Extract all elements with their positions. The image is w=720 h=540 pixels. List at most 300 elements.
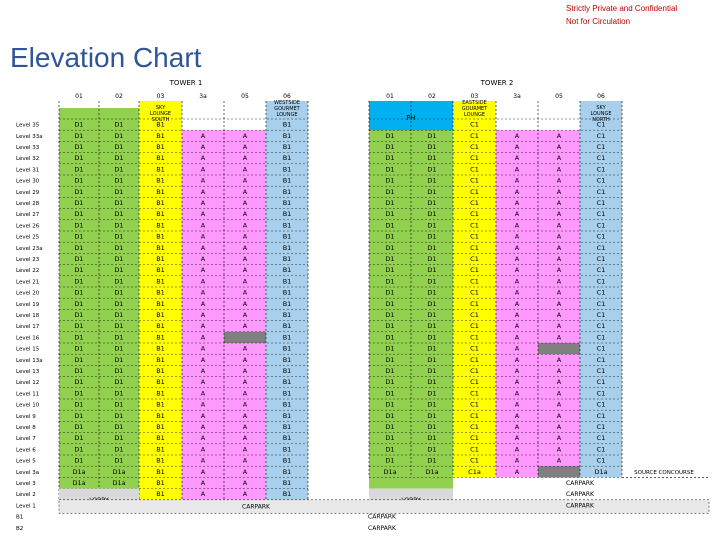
tower-2-unit-label: D1: [385, 400, 395, 409]
tower-1-unit-label: A: [242, 176, 248, 185]
tower-2-unit-label: C1: [470, 344, 479, 353]
tower-1-unit-label: D1a: [112, 467, 126, 476]
tower-1-unit-label: D1: [114, 199, 124, 207]
tower-2-unit-label: A: [514, 389, 520, 398]
tower-2-unit-label: A: [556, 389, 562, 398]
tower-1-unit-label: A: [200, 131, 206, 140]
tower-1-unit-label: D1: [74, 311, 84, 319]
tower-1-unit-label: D1: [114, 378, 124, 387]
tower-2-unit-label: A: [514, 378, 520, 387]
tower-1-unit-label: A: [242, 479, 248, 487]
tower-2-unit-label: A: [556, 255, 562, 263]
level-label: Level 3a: [16, 469, 40, 476]
tower-2-unit-label: A: [556, 445, 562, 454]
tower-2-unit-label: C1: [596, 120, 606, 129]
tower-1-unit-label: B1: [156, 322, 165, 331]
tower-2-unit-label: A: [556, 434, 562, 443]
tower-2-unit-label: C1: [596, 411, 606, 420]
confidential-line-1: Strictly Private and Confidential: [566, 4, 678, 13]
level-label: Level 1: [16, 503, 36, 510]
tower-2-unit-label: A: [556, 266, 562, 275]
tower-2-unit-label: A: [556, 143, 562, 151]
tower-2-unit-label: A: [514, 288, 520, 297]
tower-2-unit-label: D1: [427, 445, 437, 454]
tower-2-unit-label: C1: [596, 143, 606, 151]
tower-2-unit-label: C1: [470, 143, 479, 151]
tower-2-unit-label: D1: [427, 221, 437, 230]
tower-2-unit-label: C1: [470, 120, 479, 129]
ground-band: [59, 500, 709, 513]
tower-2-carpark-label: CARPARK: [566, 480, 594, 487]
tower-1-unit-label: B1: [282, 467, 292, 476]
tower-1-unit-label: A: [200, 255, 206, 263]
tower-2-unit-label: C1: [470, 176, 479, 185]
tower-1-unit-label: A: [242, 221, 248, 230]
tower-1-unit-label: B1: [282, 210, 292, 219]
tower-1-unit-label: B1: [282, 490, 292, 499]
tower-1-unit-label: B1: [156, 378, 165, 387]
level-label: Level 9: [16, 413, 36, 420]
tower-2-unit-label: C1: [470, 445, 479, 454]
tower-1-carpark-label: CARPARK: [242, 503, 270, 511]
tower-2-unit-label: D1: [385, 232, 395, 241]
tower-1-unit-label: B1: [282, 299, 292, 308]
tower-2-unit-label: D1: [427, 255, 437, 263]
tower-1-unit-label: A: [200, 232, 206, 241]
tower-2-unit-label: A: [514, 266, 520, 275]
tower-2-unit-label: A: [556, 210, 562, 219]
tower-2-unit-label: C1: [596, 221, 606, 230]
tower-2-unit-label: C1: [596, 333, 606, 342]
level-label: Level 3: [16, 481, 36, 487]
level-label: Level 33: [16, 145, 40, 151]
tower-1-unit-label: D1: [114, 154, 124, 163]
tower-2-unit-label: D1: [385, 344, 395, 353]
tower-1-unit-label: D1: [74, 232, 84, 241]
tower-2-sky-lounge-label: SKY LOUNGE NORTH: [590, 105, 612, 123]
tower-2-unit-label: A: [514, 400, 520, 409]
tower-1-unit-label: A: [242, 434, 248, 443]
tower-2-unit-label: A: [514, 176, 520, 185]
tower-2-unit-label: A: [556, 232, 562, 241]
level-label: Level 2: [16, 492, 36, 499]
tower-1-unit-label: B1: [156, 411, 165, 420]
tower-1-unit-label: A: [242, 355, 248, 364]
tower-1-unit-label: A: [242, 199, 248, 207]
tower-2-unit-label: D1: [385, 165, 395, 174]
tower-2-unit-label: A: [556, 199, 562, 207]
tower-2-unit-label: C1: [596, 266, 606, 275]
tower-2-col-header: 01: [386, 93, 394, 100]
tower-2-unit-label: A: [556, 423, 562, 431]
tower-2-unit-label: A: [556, 299, 562, 308]
tower-1-unit-label: B1: [282, 277, 292, 286]
level-label: Level 32: [16, 156, 40, 163]
tower-1-unit-label: A: [242, 490, 248, 499]
tower-1-unit-label: A: [242, 255, 248, 263]
tower-2-col-header: 03: [470, 93, 479, 100]
tower-1-unit-label: B1: [282, 199, 292, 207]
tower-1-unit-label: A: [200, 479, 206, 487]
tower-1-unit-label: B1: [156, 479, 165, 487]
tower-2-unit-label: C1: [470, 187, 479, 196]
tower-2-unit-label: A: [556, 277, 562, 286]
tower-1-unit-label: B1: [282, 165, 292, 174]
tower-1-sky-lounge-label: SKY LOUNGE SOUTH: [150, 105, 171, 123]
tower-1-unit-label: A: [242, 311, 248, 319]
tower-2-unit-label: C1: [596, 311, 606, 319]
tower-1-unit-label: B1: [282, 456, 292, 465]
tower-1-unit-label: A: [242, 243, 248, 252]
tower-1-unit-label: B1: [156, 176, 165, 185]
level-label: Level 15: [16, 346, 40, 353]
tower-2-unit-label: D1: [385, 445, 395, 454]
tower-2-unit-label: C1: [596, 210, 606, 219]
tower-2-unit-label: C1: [596, 456, 606, 465]
tower-2-unit-label: D1: [385, 199, 395, 207]
tower-2-unit-label: A: [556, 131, 562, 140]
tower-2-unit-label: A: [514, 243, 520, 252]
tower-1-unit-label: A: [242, 266, 248, 275]
tower-1-unit-label: D1: [74, 210, 84, 219]
tower-1-unit-label: D1: [114, 176, 124, 185]
tower-2-unit-label: C1: [470, 367, 479, 375]
tower-2-unit-label: A: [514, 355, 520, 364]
level-label: B2: [16, 525, 24, 532]
tower-1-unit-label: D1: [74, 143, 84, 151]
tower-1-unit-label: D1: [114, 288, 124, 297]
tower-2-unit-label: A: [556, 400, 562, 409]
tower-1-unit-label: A: [242, 210, 248, 219]
level-label: Level 23a: [16, 245, 43, 252]
level-label: Level 25: [16, 234, 40, 241]
tower-1-unit-label: A: [200, 210, 206, 219]
tower-1-unit-label: B1: [282, 322, 292, 331]
tower-1-unit-label: D1: [114, 255, 124, 263]
tower-2-unit-label: A: [556, 221, 562, 230]
tower-2-unit-label: A: [514, 367, 520, 375]
tower-1-unit-label: D1: [74, 299, 84, 308]
tower-1-unit-label: D1: [74, 400, 84, 409]
tower-1-unit-label: D1: [74, 445, 84, 454]
tower-2-unit-label: C1: [470, 355, 479, 364]
tower-2-unit-label: A: [556, 165, 562, 174]
tower-1-unit-label: A: [200, 266, 206, 275]
tower-2-unit-label: A: [514, 154, 520, 163]
level-label: Level 26: [16, 223, 40, 230]
tower-2-unit-label: C1: [596, 288, 606, 297]
tower-2-unit-label: C1: [596, 445, 606, 454]
tower-1-unit-label: A: [242, 299, 248, 308]
tower-1-unit-label: D1: [74, 266, 84, 275]
tower-2-unit-label: C1: [470, 255, 479, 263]
tower-1-unit-label: A: [200, 389, 206, 398]
tower-2-unit-label: D1: [427, 210, 437, 219]
tower-1-unit-label: B1: [156, 344, 165, 353]
level-label: Level 7: [16, 436, 36, 443]
tower-2-unit-label: D1: [385, 423, 395, 431]
tower-1-unit-label: D1: [74, 434, 84, 443]
tower-1-col-header: 06: [283, 93, 291, 100]
tower-2-unit-label: D1: [427, 143, 437, 151]
tower-2-col-header: 05: [555, 93, 563, 100]
tower-1-unit-label: D1: [74, 165, 84, 174]
tower-2-unit-label: D1: [427, 288, 437, 297]
tower-1-unit-label: A: [200, 333, 206, 342]
tower-2-unit-label: C1: [596, 378, 606, 387]
tower-2-unit-label: C1: [596, 423, 606, 431]
tower-1-unit-label: D1: [74, 221, 84, 230]
tower-2-unit-label: C1: [596, 154, 606, 163]
level-label: Level 31: [16, 167, 40, 174]
tower-1-unit-label: B1: [282, 243, 292, 252]
tower-2-unit-label: A: [514, 187, 520, 196]
tower-2-unit-label: D1: [427, 389, 437, 398]
tower-1-unit-label: B1: [282, 154, 292, 163]
tower-2-unit-label: D1: [385, 176, 395, 185]
tower-2-unit-label: C1: [470, 277, 479, 286]
tower-1-unit-label: D1: [114, 221, 124, 230]
tower-1-unit-label: D1: [114, 423, 124, 431]
tower-1-unit-label: A: [242, 467, 248, 476]
tower-1-unit-label: A: [242, 277, 248, 286]
tower-1-unit-label: D1: [74, 355, 84, 364]
tower-2-unit-label: A: [556, 243, 562, 252]
tower-1-unit-label: D1: [74, 154, 84, 163]
tower-2-unit-label: C1: [596, 232, 606, 241]
tower-2-unit-label: D1: [427, 131, 437, 140]
tower-2-unit-label: C1: [596, 367, 606, 375]
level-label: Level 23: [16, 257, 40, 263]
page-title: Elevation Chart: [10, 42, 202, 73]
tower-2-unit-label: C1: [596, 165, 606, 174]
tower-1-unit-label: B1: [282, 344, 292, 353]
tower-2-eastside-lounge-label: EASTSIDE GOURMET LOUNGE: [461, 100, 488, 118]
tower-2-unit-label: D1: [427, 367, 437, 375]
level-label: Level 29: [16, 189, 40, 196]
tower-2-unit-label: D1: [385, 131, 395, 140]
tower-1-unit-label: B1: [282, 479, 292, 487]
tower-1-unit-label: B1: [282, 187, 292, 196]
tower-2-unit-label: D1: [427, 333, 437, 342]
tower-1-unit-label: D1: [114, 210, 124, 219]
tower-2-unit-label: C1: [470, 322, 479, 331]
tower-1-unit-label: D1: [114, 165, 124, 174]
tower-2-unit-label: C1: [596, 243, 606, 252]
tower-1-unit-label: A: [242, 165, 248, 174]
tower-1-unit-label: B1: [282, 378, 292, 387]
tower-2-unit-label: A: [514, 221, 520, 230]
level-label: Level 6: [16, 447, 36, 454]
tower-2-unit-label: C1a: [468, 467, 481, 476]
tower-1-unit-label: D1: [114, 232, 124, 241]
tower-2-unit-label: D1: [385, 378, 395, 387]
tower-2-unit-label: C1: [470, 243, 479, 252]
tower-2-unit-label: D1: [427, 434, 437, 443]
tower-2-col-header: 3a: [513, 93, 521, 100]
tower-2-unit-label: C1: [470, 299, 479, 308]
tower-2-unit-label: D1: [385, 266, 395, 275]
tower-1-unit-label: D1: [114, 143, 124, 151]
tower-1-unit-label: B1: [282, 232, 292, 241]
tower-1-unit-label: B1: [156, 367, 165, 375]
tower-2-unit-label: D1: [427, 322, 437, 331]
tower-1-unit-label: D1: [114, 445, 124, 454]
tower-1-unit-label: A: [242, 367, 248, 375]
tower-2-unit-label: D1: [385, 456, 395, 465]
level-label: Level 18: [16, 313, 40, 319]
tower-2-unit-label: A: [556, 411, 562, 420]
tower-1-unit-label: D1: [114, 131, 124, 140]
level-label: Level 27: [16, 212, 40, 219]
tower-1-unit-label: B1: [282, 288, 292, 297]
tower-2-unit-label: D1: [385, 299, 395, 308]
tower-2-unit-label: D1: [427, 243, 437, 252]
tower-1-unit-label: D1: [114, 389, 124, 398]
level-label: Level 8: [16, 425, 36, 431]
level-label: Level 30: [16, 178, 40, 185]
tower-1-unit-label: D1: [74, 199, 84, 207]
source-concourse-label: SOURCE CONCOURSE: [634, 469, 694, 476]
tower-1-unit-label: A: [200, 434, 206, 443]
tower-1-unit-label: A: [200, 467, 206, 476]
tower-2-unit-label: A: [556, 187, 562, 196]
tower-2-unit-label: D1: [385, 243, 395, 252]
tower-1-unit-label: B1: [156, 120, 165, 129]
tower-1-unit-label: B1: [282, 411, 292, 420]
tower-2-unit-label: D1: [427, 154, 437, 163]
tower-2-unit-label: C1: [596, 322, 606, 331]
tower-1-unit-label: A: [242, 143, 248, 151]
level-label: Level 19: [16, 301, 40, 308]
tower-1-unit-label: B1: [282, 266, 292, 275]
tower-1-unit-label: D1: [114, 243, 124, 252]
tower-1-unit-label: A: [200, 299, 206, 308]
tower-2-unit-label: C1: [470, 389, 479, 398]
tower-1-col-header: 01: [75, 93, 83, 100]
tower-2-unit-label: C1: [596, 389, 606, 398]
tower-2-unit-label: D1: [427, 344, 437, 353]
level-label: Level 28: [16, 201, 40, 207]
tower-1-unit-label: B1: [156, 288, 165, 297]
tower-1-unit-label: A: [242, 456, 248, 465]
tower-2-unit-label: A: [556, 378, 562, 387]
tower-1-unit-label: D1a: [72, 467, 86, 476]
tower-1-unit-label: B1: [156, 467, 165, 476]
tower-2-unit-label: D1: [427, 378, 437, 387]
tower-1-unit-label: A: [242, 232, 248, 241]
tower-1-unit-label: A: [242, 187, 248, 196]
tower-1-unit-label: A: [242, 131, 248, 140]
tower-1-unit-label: D1: [74, 423, 84, 431]
tower-1-unit-label: B1: [156, 456, 165, 465]
tower-1-unit-label: D1: [114, 434, 124, 443]
tower-1-unit-label: D1: [114, 120, 124, 129]
tower-2-unit-label: A: [514, 423, 520, 431]
tower-2-unit-label: C1: [470, 333, 479, 342]
tower-2-unit-label: D1: [427, 277, 437, 286]
level-label: Level 35: [16, 122, 40, 129]
tower-1-unit-label: B1: [156, 445, 165, 454]
tower-1-unit-label: B1: [282, 400, 292, 409]
tower-1-unit-label: A: [242, 154, 248, 163]
tower-2-unit-label: C1: [470, 210, 479, 219]
tower-2-unit-label: D1: [385, 367, 395, 375]
tower-1-unit-label: D1: [114, 367, 124, 375]
tower-2-unit-label: A: [556, 367, 562, 375]
tower-2-unit-label: D1: [427, 232, 437, 241]
tower-1-unit-label: A: [242, 288, 248, 297]
tower-1-unit-label: D1: [114, 277, 124, 286]
tower-1-unit-label: A: [200, 288, 206, 297]
tower-2-carpark-label: CARPARK: [566, 491, 594, 499]
tower-1-unit-label: A: [242, 445, 248, 454]
tower-1-unit-label: B1: [282, 389, 292, 398]
tower-2-unit-label: A: [514, 143, 520, 151]
tower-2-unit-label: A: [514, 232, 520, 241]
tower-2-unit-label: D1: [385, 411, 395, 420]
tower-1-unit-label: A: [242, 400, 248, 409]
tower-2-unit-label: D1: [385, 154, 395, 163]
tower-2-unit-label: D1: [385, 355, 395, 364]
confidential-line-2: Not for Circulation: [566, 17, 631, 26]
tower-2-unit-label: A: [514, 456, 520, 465]
tower-2-title: TOWER 2: [480, 79, 514, 87]
tower-1-unit-label: D1: [114, 411, 124, 420]
tower-1-unit-label: A: [200, 411, 206, 420]
tower-2-unit-label: D1: [385, 187, 395, 196]
tower-1-unit-label: B1: [156, 199, 165, 207]
tower-1-unit-label: A: [200, 176, 206, 185]
tower-1-unit-label: B1: [282, 355, 292, 364]
tower-1-unit-label: B1: [156, 232, 165, 241]
tower-2-unit-label: D1: [427, 423, 437, 431]
tower-2-unit-label: A: [514, 277, 520, 286]
tower-1-unit-label: D1: [114, 344, 124, 353]
tower-1-unit-label: D1: [74, 344, 84, 353]
tower-1-unit-label: B1: [156, 187, 165, 196]
tower-2-unit-label: C1: [470, 232, 479, 241]
tower-1-unit-label: A: [200, 367, 206, 375]
tower-2-unit-label: C1: [596, 277, 606, 286]
tower-1-unit-label: A: [200, 355, 206, 364]
tower-2-unit-label: D1: [427, 411, 437, 420]
tower-1-unit-label: B1: [282, 423, 292, 431]
tower-2-unit-label: C1: [470, 456, 479, 465]
tower-2-unit-label: C1: [596, 131, 606, 140]
tower-1-void-block: [224, 332, 266, 343]
tower-2-unit-label: A: [556, 456, 562, 465]
tower-1-col-header: 05: [241, 93, 249, 100]
tower-2-unit-label: D1: [385, 277, 395, 286]
tower-2-unit-label: A: [514, 467, 520, 476]
tower-2-unit-label: C1: [470, 266, 479, 275]
tower-2-unit-label: C1: [596, 187, 606, 196]
tower-2-unit-label: C1: [470, 165, 479, 174]
tower-1-unit-label: A: [200, 187, 206, 196]
tower-2-unit-label: C1: [596, 255, 606, 263]
tower-1-unit-label: B1: [282, 333, 292, 342]
tower-1-unit-label: A: [200, 378, 206, 387]
tower-1-unit-label: A: [200, 400, 206, 409]
tower-1-unit-label: B1: [156, 389, 165, 398]
tower-1-unit-label: D1: [74, 288, 84, 297]
tower-2-void-block: [538, 466, 580, 477]
tower-2-unit-label: D1: [385, 255, 395, 263]
tower-2-unit-label: A: [556, 333, 562, 342]
tower-2-unit-label: C1: [470, 221, 479, 230]
level-label: Level 13: [16, 369, 40, 375]
